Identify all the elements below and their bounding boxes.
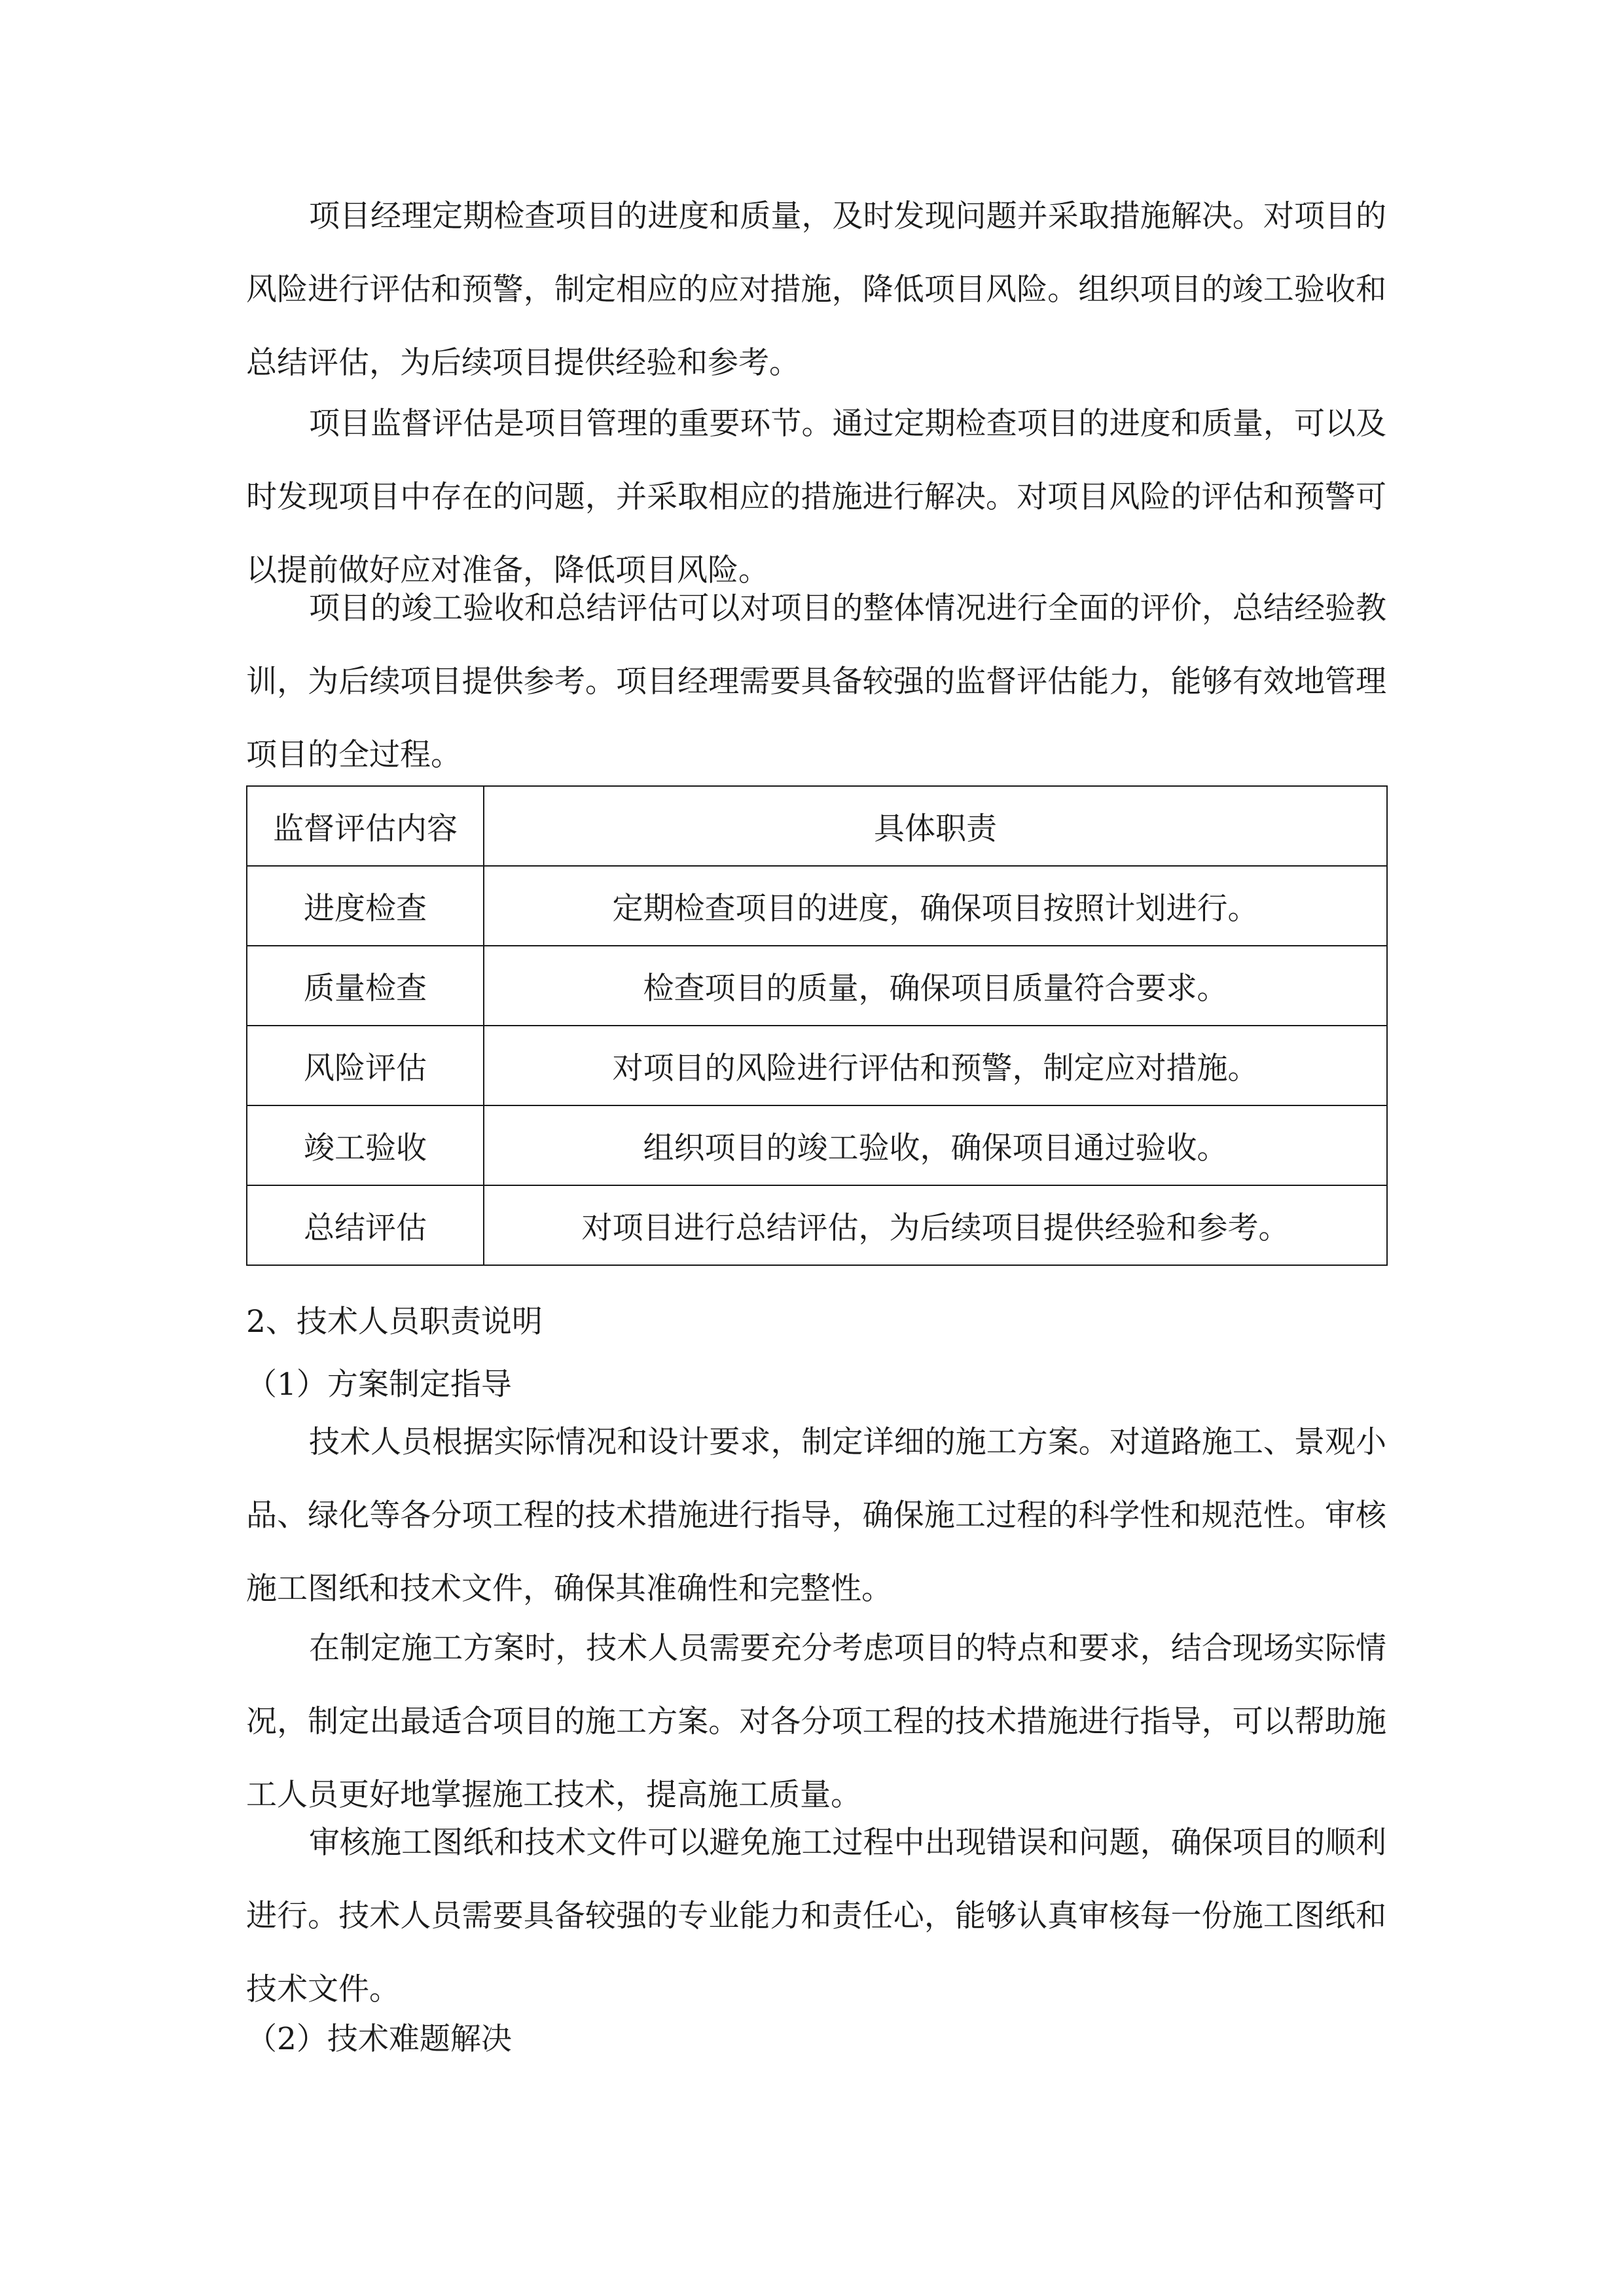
table-cell-duty: 对项目的风险进行评估和预警，制定应对措施。: [484, 1026, 1387, 1105]
table-cell-duty: 定期检查项目的进度，确保项目按照计划进行。: [484, 866, 1387, 946]
table-cell-item: 质量检查: [247, 946, 484, 1026]
table-row: [247, 946, 1387, 1026]
table-cell-item: 竣工验收: [247, 1105, 484, 1185]
table-cell-duty: 对项目进行总结评估，为后续项目提供经验和参考。: [484, 1185, 1387, 1265]
table-header-cell: 具体职责: [484, 786, 1387, 866]
paragraph-plan-considerations: 在制定施工方案时，技术人员需要充分考虑项目的特点和要求，结合现场实际情况，制定出最适合项目的施工方案。对各分项工程的技术措施进行指导，可以帮助施工人员更好地掌握施工技术，提高施工质量。: [246, 1630, 1386, 1813]
paragraph-pm-inspection: 项目经理定期检查项目的进度和质量，及时发现问题并采取措施解决。对项目的风险进行评估和预警，制定相应的应对措施，降低项目风险。组织项目的竣工验收和总结评估，为后续项目提供经验和参考。: [246, 198, 1386, 381]
subsection-heading: （1）方案制定指导: [246, 1367, 512, 1403]
table-cell-item: 总结评估: [247, 1185, 484, 1265]
paragraph-drawing-review: 审核施工图纸和技术文件可以避免施工过程中出现错误和问题，确保项目的顺利进行。技术人员需要具备较强的专业能力和责任心，能够认真审核每一份施工图纸和技术文件。: [246, 1825, 1386, 2007]
table-row: [247, 1105, 1387, 1185]
subsection-heading: （2）技术难题解决: [246, 2021, 512, 2057]
table-cell-item: 风险评估: [247, 1026, 484, 1105]
table-row: [247, 866, 1387, 946]
paragraph-supervision-evaluation: 项目监督评估是项目管理的重要环节。通过定期检查项目的进度和质量，可以及时发现项目中存在的问题，并采取相应的措施进行解决。对项目风险的评估和预警可以提前做好应对准备，降低项目风险。: [246, 406, 1386, 588]
table-header-cell: 监督评估内容: [247, 786, 484, 866]
supervision-duty-table: [246, 785, 1388, 1266]
table-cell-duty: 组织项目的竣工验收，确保项目通过验收。: [484, 1105, 1387, 1185]
table-row: [247, 1026, 1387, 1105]
table-header-row: [247, 786, 1387, 866]
paragraph-completion-acceptance: 项目的竣工验收和总结评估可以对项目的整体情况进行全面的评价，总结经验教训，为后续项目提供参考。项目经理需要具备较强的监督评估能力，能够有效地管理项目的全过程。: [246, 590, 1386, 773]
table-cell-item: 进度检查: [247, 866, 484, 946]
table-row: [247, 1185, 1387, 1265]
section-heading: 2、技术人员职责说明: [246, 1304, 543, 1340]
table-cell-duty: 检查项目的质量，确保项目质量符合要求。: [484, 946, 1387, 1026]
paragraph-plan-guidance: 技术人员根据实际情况和设计要求，制定详细的施工方案。对道路施工、景观小品、绿化等各分项工程的技术措施进行指导，确保施工过程的科学性和规范性。审核施工图纸和技术文件，确保其准确性和完整性。: [246, 1424, 1386, 1607]
